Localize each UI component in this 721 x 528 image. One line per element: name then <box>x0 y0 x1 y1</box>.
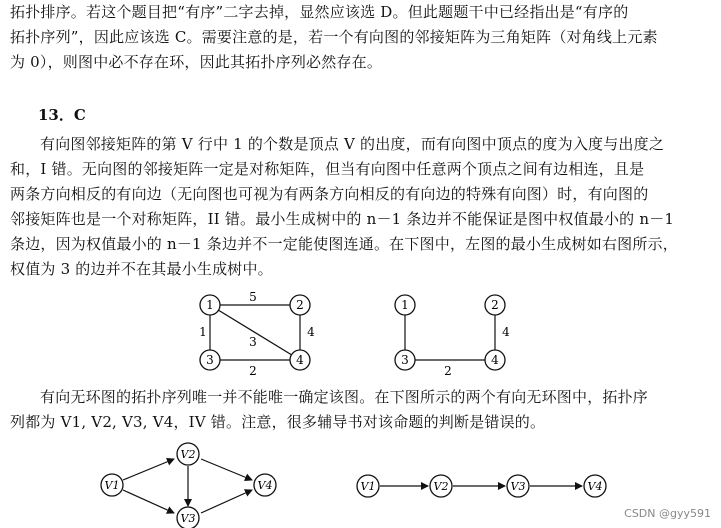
text-line: 和，I 错。无向图的邻接矩阵一定是对称矩阵，但当有向图中任意两个顶点之间有边相连，且是 <box>10 160 645 178</box>
node-label: V3 <box>180 512 196 525</box>
node-label: 2 <box>296 298 304 312</box>
question-heading: 13．C <box>38 106 86 124</box>
edge-label: 4 <box>307 325 315 339</box>
graph-right <box>385 288 525 378</box>
text-line: 两条方向相反的有向边（无向图也可视为有两条方向相反的有向边的特殊有向图）时，有向图的 <box>10 185 649 203</box>
node-label: 4 <box>491 353 499 367</box>
text-line: 有向图邻接矩阵的第 V 行中 1 的个数是顶点 V 的出度，而有向图中顶点的度为入度与出度之 <box>40 135 665 153</box>
paragraph-intro <box>10 0 710 75</box>
paragraph-topological <box>10 385 710 435</box>
dag-right <box>345 468 625 504</box>
node-label: V1 <box>104 479 120 492</box>
edge-label: 4 <box>502 325 510 339</box>
node-label: 1 <box>206 298 214 312</box>
edge-label: 3 <box>249 335 257 349</box>
text-line: 邻接矩阵也是一个对称矩阵，II 错。最小生成树中的 n－1 条边并不能保证是图中权值最小的 n－1 <box>10 210 675 228</box>
watermark: CSDN @gyy591 <box>624 507 711 520</box>
graph-left <box>190 288 330 378</box>
node-label: 4 <box>296 353 304 367</box>
node-label: V2 <box>180 448 196 461</box>
edge-label: 2 <box>249 364 257 378</box>
node-label: V2 <box>433 480 449 493</box>
node-label: 1 <box>401 298 409 312</box>
node-label: 2 <box>491 298 499 312</box>
node-label: 3 <box>401 353 409 367</box>
node-label: 3 <box>206 353 214 367</box>
edge-label: 5 <box>249 290 257 304</box>
text-line: 有向无环图的拓扑序列唯一并不能唯一确定该图。在下图所示的两个有向无环图中，拓扑序 <box>40 388 649 406</box>
text-line: 为 0），则图中必不存在环，因此其拓扑序列必然存在。 <box>10 53 383 71</box>
paragraph-explanation <box>10 132 710 282</box>
text-line: 列都为 V1, V2, V3, V4，IV 错。注意，很多辅导书对该命题的判断是错误的。 <box>10 413 546 431</box>
dag-left <box>90 440 290 528</box>
node-label: V1 <box>360 480 376 493</box>
text-line: 拓扑序列”，因此应该选 C。需要注意的是，若一个有向图的邻接矩阵为三角矩阵（对角线上元素 <box>10 28 658 46</box>
node-label: V4 <box>257 479 273 492</box>
node-label: V4 <box>587 480 603 493</box>
edge-label: 2 <box>444 364 452 378</box>
text-line: 条边，因为权值最小的 n－1 条边并不一定能使图连通。在下图中，左图的最小生成树如右图所示， <box>10 235 678 253</box>
text-line: 拓扑排序。若这个题目把“有序”二字去掉，显然应该选 D。但此题题干中已经指出是“有序的 <box>10 3 629 21</box>
node-label: V3 <box>510 480 526 493</box>
text-line: 权值为 3 的边并不在其最小生成树中。 <box>10 260 273 278</box>
edge-label: 1 <box>199 325 207 339</box>
